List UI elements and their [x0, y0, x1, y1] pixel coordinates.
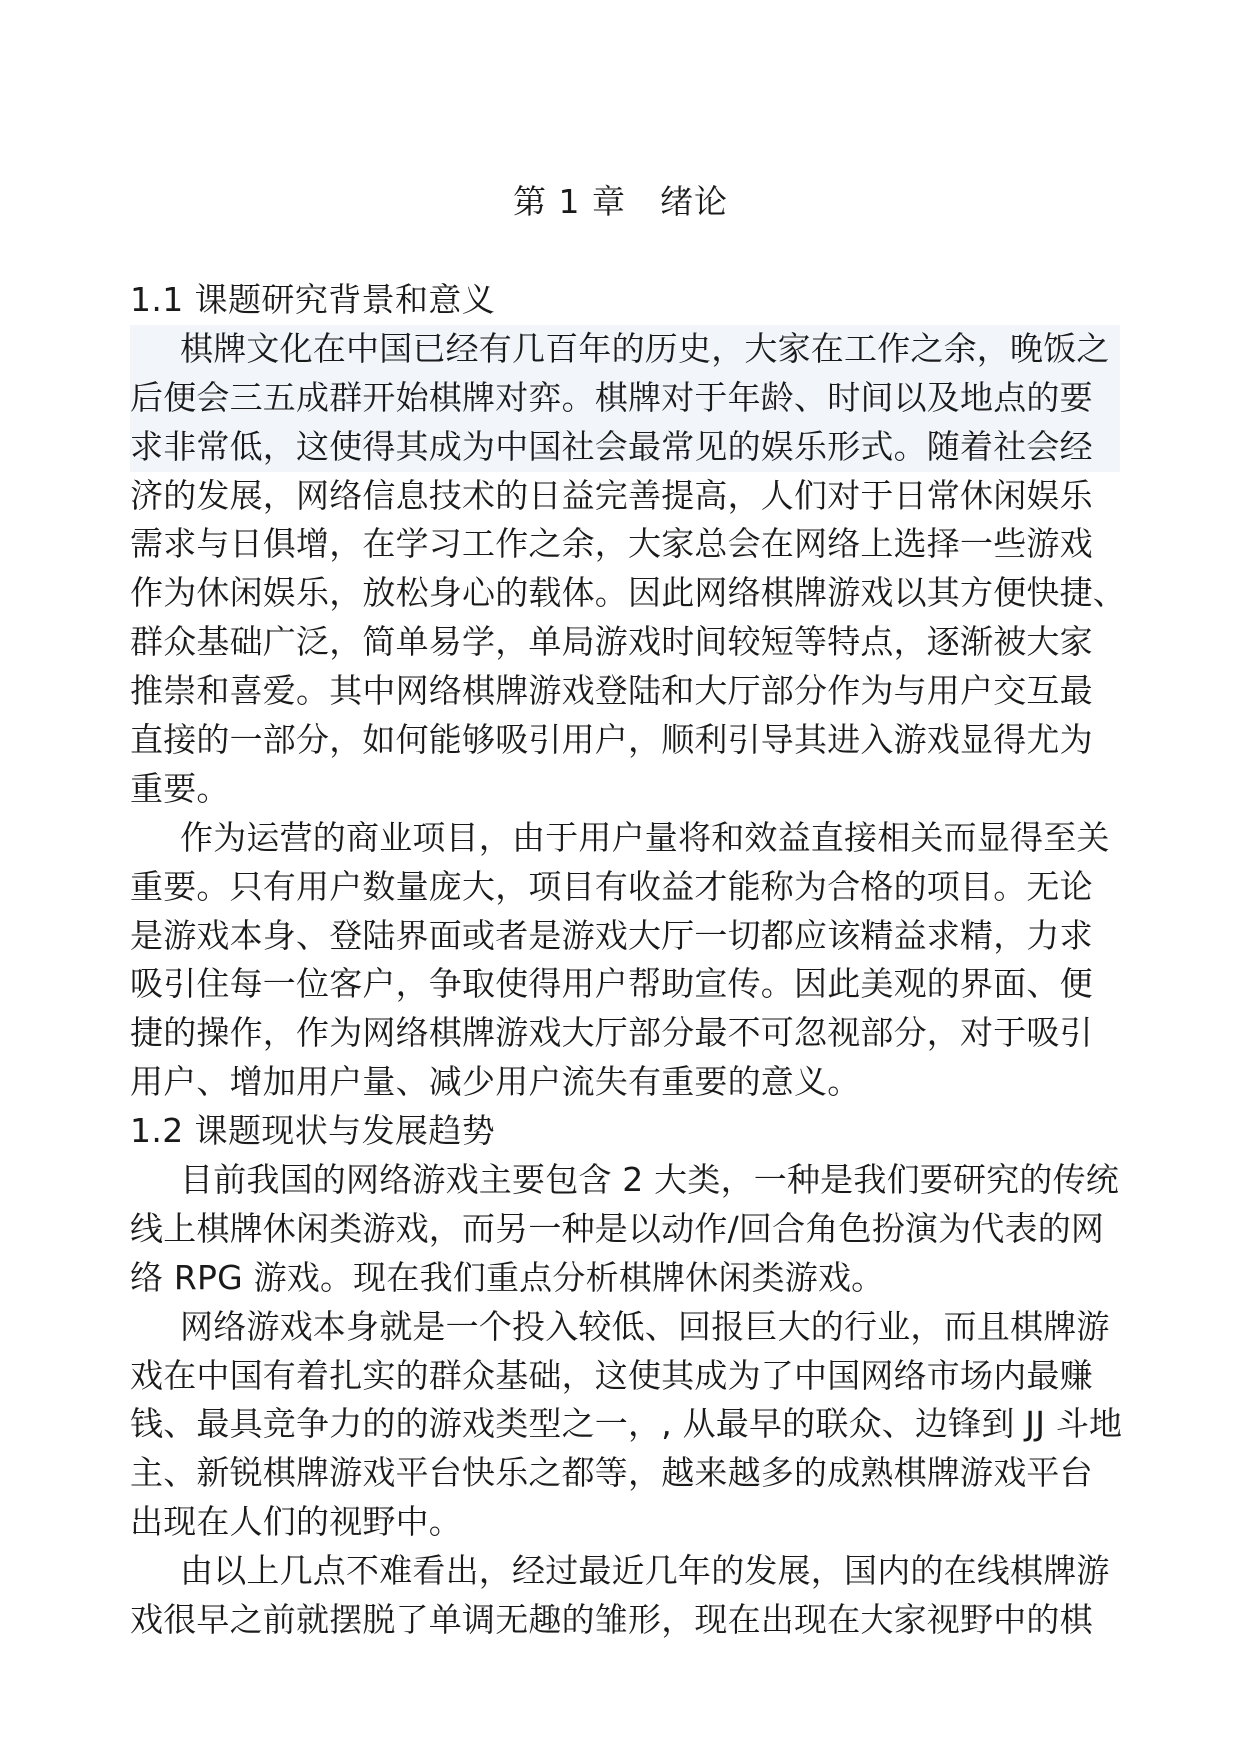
text-line: 用户、增加用户量、减少用户流失有重要的意义。 — [130, 1062, 861, 1102]
section-heading: 1.2 课题现状与发展趋势 — [130, 1111, 496, 1151]
text-line: 棋牌文化在中国已经有几百年的历史，大家在工作之余，晚饭之 — [130, 325, 1120, 374]
text-line: 戏在中国有着扎实的群众基础，这使其成为了中国网络市场内最赚 — [130, 1355, 1093, 1395]
text-line: 网络游戏本身就是一个投入较低、回报巨大的行业，而且棋牌游 — [180, 1306, 1110, 1346]
text-line: 需求与日俱增，在学习工作之余，大家总会在网络上选择一些游戏 — [130, 524, 1093, 564]
text-line: 直接的一部分，如何能够吸引用户，顺利引导其进入游戏显得尤为 — [130, 720, 1093, 760]
text-line: 络 RPG 游戏。现在我们重点分析棋牌休闲类游戏。 — [130, 1257, 885, 1297]
text-line: 主、新锐棋牌游戏平台快乐之都等，越来越多的成熟棋牌游戏平台 — [130, 1453, 1093, 1493]
text-line: 出现在人们的视野中。 — [130, 1502, 462, 1542]
text-line: 求非常低，这使得其成为中国社会最常见的娱乐形式。随着社会经 — [130, 423, 1120, 472]
text-line: 吸引住每一位客户，争取使得用户帮助宣传。因此美观的界面、便 — [130, 964, 1093, 1004]
text-line: 作为休闲娱乐，放松身心的载体。因此网络棋牌游戏以其方便快捷、 — [130, 573, 1126, 613]
text-line: 是游戏本身、登陆界面或者是游戏大厅一切都应该精益求精，力求 — [130, 915, 1093, 955]
text-line: 线上棋牌休闲类游戏，而另一种是以动作/回合角色扮演为代表的网 — [130, 1208, 1105, 1248]
text-line: 重要。只有用户数量庞大，项目有收益才能称为合格的项目。无论 — [130, 866, 1093, 906]
text-line: 戏很早之前就摆脱了单调无趣的雏形，现在出现在大家视野中的棋 — [130, 1600, 1093, 1640]
text-line: 济的发展，网络信息技术的日益完善提高，人们对于日常休闲娱乐 — [130, 475, 1093, 515]
section-heading: 1.1 课题研究背景和意义 — [130, 280, 496, 319]
text-line: 推崇和喜爱。其中网络棋牌游戏登陆和大厅部分作为与用户交互最 — [130, 671, 1093, 711]
body-text — [130, 276, 1126, 1645]
chapter-title: 第 1 章 绪论 — [513, 182, 728, 221]
text-line: 后便会三五成群开始棋牌对弈。棋牌对于年龄、时间以及地点的要 — [130, 374, 1120, 423]
text-line: 重要。 — [130, 768, 230, 808]
text-line: 作为运营的商业项目，由于用户量将和效益直接相关而显得至关 — [180, 817, 1110, 857]
text-line: 群众基础广泛，简单易学，单局游戏时间较短等特点，逐渐被大家 — [130, 622, 1093, 662]
text-line: 目前我国的网络游戏主要包含 2 大类，一种是我们要研究的传统 — [180, 1160, 1119, 1200]
text-line: 捷的操作，作为网络棋牌游戏大厅部分最不可忽视部分，对于吸引 — [130, 1013, 1093, 1053]
text-line: 由以上几点不难看出，经过最近几年的发展，国内的在线棋牌游 — [180, 1551, 1110, 1591]
text-line: 钱、最具竞争力的的游戏类型之一，, 从最早的联众、边锋到 JJ 斗地 — [130, 1404, 1123, 1444]
